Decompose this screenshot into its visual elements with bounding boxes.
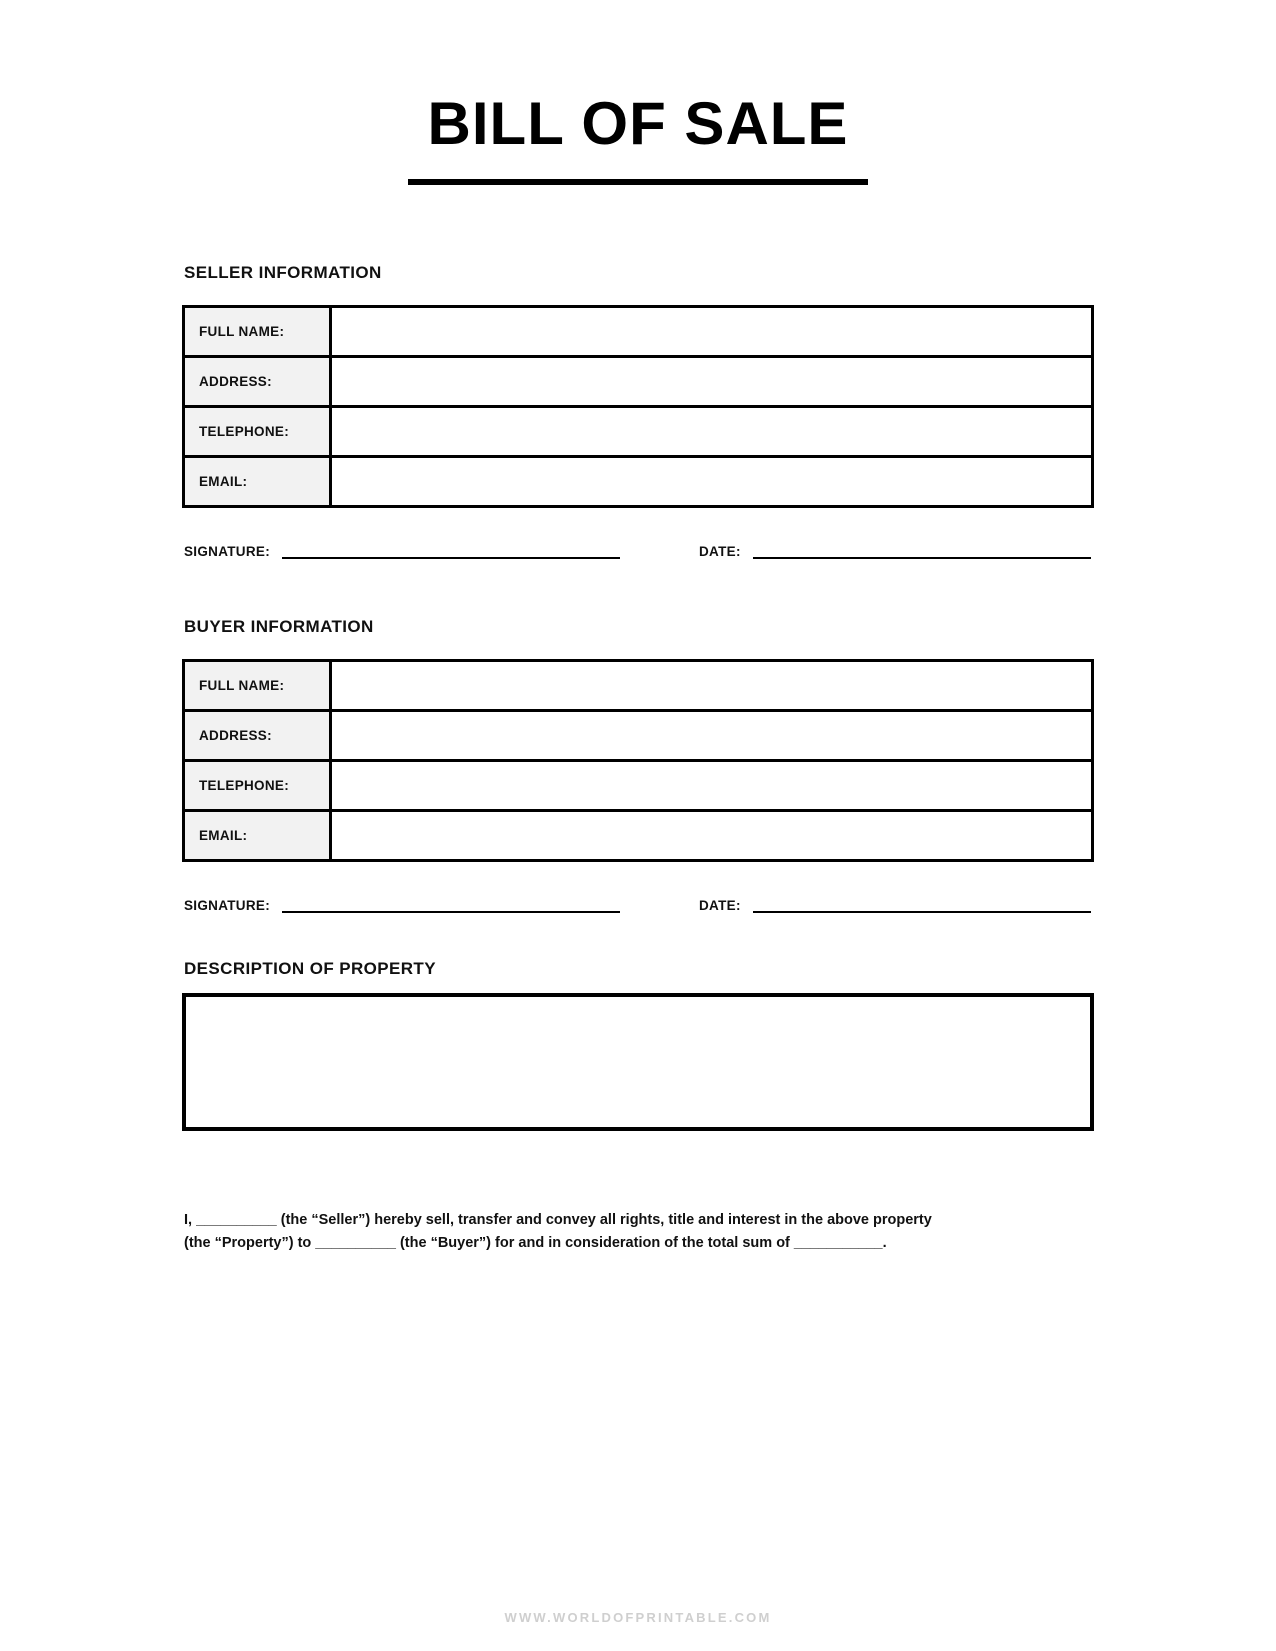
buyer-email-value	[332, 814, 1091, 858]
legal-statement	[182, 1209, 1094, 1256]
buyer-date-input[interactable]	[753, 895, 1091, 913]
buyer-email-field[interactable]	[331, 811, 1093, 861]
seller-date-label: DATE:	[699, 544, 741, 559]
buyer-address-label: ADDRESS:	[184, 711, 331, 761]
seller-telephone-field[interactable]	[331, 407, 1093, 457]
title-block	[0, 0, 1276, 185]
seller-info-table	[182, 305, 1094, 508]
table-row	[184, 407, 1093, 457]
table-row	[184, 711, 1093, 761]
seller-section-heading: SELLER INFORMATION	[184, 263, 382, 282]
table-row	[184, 661, 1093, 711]
seller-date-group	[699, 541, 1091, 559]
seller-full-name-label: FULL NAME:	[184, 307, 331, 357]
seller-signature-label: SIGNATURE:	[184, 544, 270, 559]
seller-telephone-label: TELEPHONE:	[184, 407, 331, 457]
table-row	[184, 457, 1093, 507]
buyer-telephone-value	[332, 764, 1091, 808]
table-row	[184, 357, 1093, 407]
spacer-seller-buyer	[182, 559, 1094, 617]
buyer-info-table	[182, 659, 1094, 862]
spacer-buyer-description	[182, 913, 1094, 959]
seller-email-value	[332, 460, 1091, 504]
buyer-date-label: DATE:	[699, 898, 741, 913]
seller-full-name-field[interactable]	[331, 307, 1093, 357]
buyer-signature-label: SIGNATURE:	[184, 898, 270, 913]
seller-signature-input[interactable]	[282, 541, 620, 559]
seller-address-label: ADDRESS:	[184, 357, 331, 407]
buyer-section-heading: BUYER INFORMATION	[184, 617, 374, 636]
property-description-field[interactable]	[182, 993, 1094, 1131]
buyer-full-name-value	[332, 664, 1091, 708]
seller-signature-group	[184, 541, 699, 559]
buyer-signature-group	[184, 895, 699, 913]
form-content	[182, 185, 1094, 1256]
buyer-address-value	[332, 714, 1091, 758]
footer-watermark: WWW.WORLDOFPRINTABLE.COM	[504, 1610, 772, 1625]
buyer-email-label: EMAIL:	[184, 811, 331, 861]
seller-email-field[interactable]	[331, 457, 1093, 507]
seller-telephone-value	[332, 410, 1091, 454]
table-row	[184, 811, 1093, 861]
buyer-signature-row	[182, 895, 1094, 913]
seller-signature-row	[182, 541, 1094, 559]
buyer-signature-input[interactable]	[282, 895, 620, 913]
property-section-heading: DESCRIPTION OF PROPERTY	[184, 959, 436, 978]
table-row	[184, 761, 1093, 811]
seller-full-name-value	[332, 310, 1091, 354]
legal-statement-line-1: I, __________ (the “Seller”) hereby sell, transfer and convey all rights, title and interest in the above property	[184, 1212, 932, 1228]
seller-address-field[interactable]	[331, 357, 1093, 407]
buyer-telephone-label: TELEPHONE:	[184, 761, 331, 811]
buyer-date-group	[699, 895, 1091, 913]
table-row	[184, 307, 1093, 357]
seller-date-input[interactable]	[753, 541, 1091, 559]
seller-address-value	[332, 360, 1091, 404]
buyer-telephone-field[interactable]	[331, 761, 1093, 811]
buyer-full-name-label: FULL NAME:	[184, 661, 331, 711]
seller-email-label: EMAIL:	[184, 457, 331, 507]
page-title: BILL OF SALE	[427, 90, 849, 157]
buyer-address-field[interactable]	[331, 711, 1093, 761]
buyer-full-name-field[interactable]	[331, 661, 1093, 711]
legal-statement-line-2: (the “Property”) to __________ (the “Buyer”) for and in consideration of the total sum of ___________.	[184, 1235, 887, 1252]
